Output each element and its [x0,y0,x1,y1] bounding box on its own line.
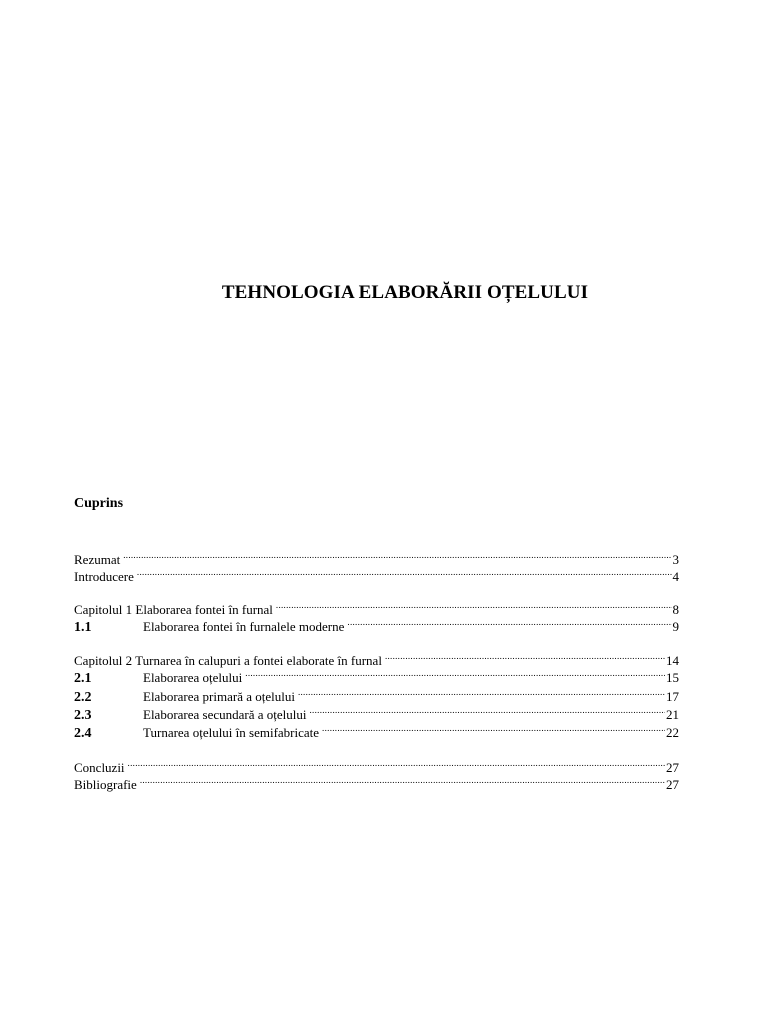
toc-entry-page: 3 [672,552,679,567]
toc-entry-page: 21 [666,707,679,722]
toc-entry-label: Capitolul 2 Turnarea în calupuri a fontei elaborate în furnal [74,653,382,668]
toc-leader-dots [276,596,672,614]
toc-entry-page: 14 [666,653,679,668]
toc-entry-label: Turnarea oțelului în semifabricate [143,725,320,740]
toc-entry-2-3[interactable] [74,701,679,723]
toc-entry-label: Elaborarea oțelului [143,670,243,685]
toc-entry-number: 2.1 [74,671,92,686]
toc-entry-page: 27 [666,777,679,792]
toc-entry-label: Introducere [74,569,134,584]
toc-entry-rezumat[interactable] [74,546,679,567]
toc-leader-dots [245,664,665,682]
toc-leader-dots [310,701,666,719]
toc-entry-label: Bibliografie [74,777,137,792]
toc-leader-dots [322,719,665,737]
toc-entry-label: Elaborarea primară a oțelului [143,689,295,704]
toc-entry-page: 27 [666,760,679,775]
toc-leader-dots [123,546,671,564]
toc-leader-dots [347,613,671,631]
toc-entry-number: 2.4 [74,726,92,741]
toc-entry-page: 22 [666,725,679,740]
toc-entry-page: 8 [672,602,679,617]
toc-entry-number: 2.3 [74,708,92,723]
toc-entry-label: Concluzii [74,760,125,775]
toc-entry-introducere[interactable] [74,563,679,584]
toc-entry-capitolul-2[interactable] [74,647,679,668]
toc-heading: Cuprins [74,496,124,511]
toc-entry-label: Elaborarea fontei în furnalele moderne [143,619,345,634]
toc-entry-2-2[interactable] [74,683,679,705]
toc-leader-dots [385,647,665,665]
toc-entry-number: 1.1 [74,620,92,635]
toc-entry-page: 9 [672,619,679,634]
toc-entry-label: Elaborarea secundară a oțelului [143,707,307,722]
toc-entry-label: Capitolul 1 Elaborarea fontei în furnal [74,602,273,617]
toc-leader-dots [140,771,665,789]
toc-entry-capitolul-1[interactable] [74,596,679,617]
toc-entry-1-1[interactable] [74,613,679,635]
toc-entry-bibliografie[interactable] [74,771,679,792]
toc-leader-dots [298,683,665,701]
toc-entry-2-1[interactable] [74,664,679,686]
toc-entry-page: 4 [672,569,679,584]
toc-leader-dots [128,754,665,772]
toc-entry-2-4[interactable] [74,719,679,741]
toc-entry-page: 15 [666,670,679,685]
toc-entry-number: 2.2 [74,690,92,705]
toc-entry-page: 17 [666,689,679,704]
toc-entry-label: Rezumat [74,552,121,567]
document-title: TEHNOLOGIA ELABORĂRII OȚELULUI [221,282,589,303]
toc-entry-concluzii[interactable] [74,754,679,775]
toc-leader-dots [137,563,672,581]
